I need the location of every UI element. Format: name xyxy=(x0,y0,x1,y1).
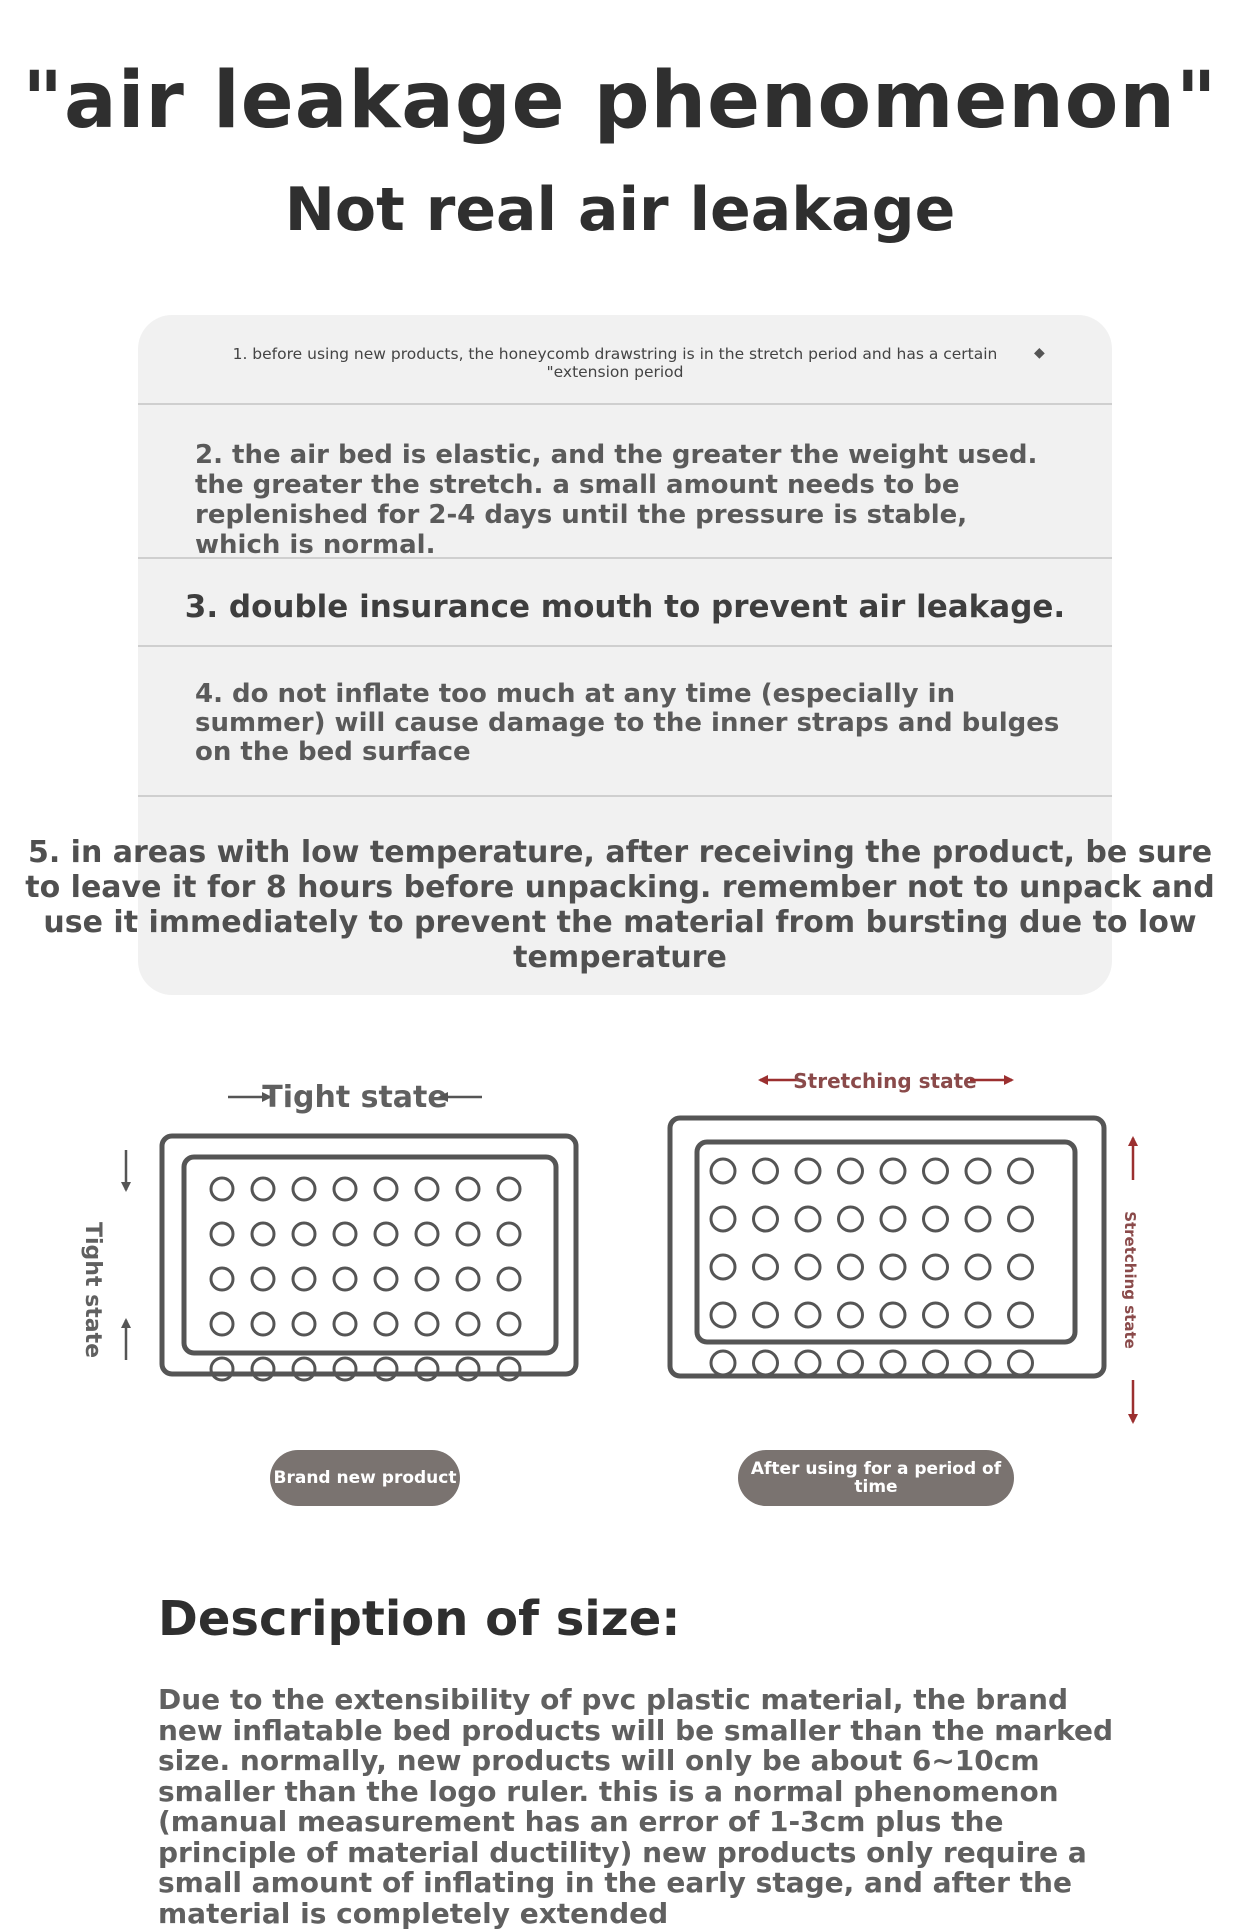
air-cell-circle xyxy=(924,1159,948,1183)
tight-state-diagram xyxy=(126,1080,576,1380)
air-cell-circle xyxy=(711,1351,735,1375)
air-cell-circle xyxy=(966,1303,990,1327)
page-subtitle: Not real air leakage xyxy=(284,175,956,245)
air-cell-circle xyxy=(839,1159,863,1183)
air-cell-circle xyxy=(334,1223,356,1245)
air-cell-circle xyxy=(334,1358,356,1380)
page-title: "air leakage phenomenon" xyxy=(22,56,1218,146)
after-use-badge: After using for a period of time xyxy=(738,1450,1014,1506)
air-cell-circle xyxy=(498,1313,520,1335)
air-cell-circle xyxy=(375,1268,397,1290)
air-cell-circle xyxy=(839,1207,863,1231)
air-cell-circle xyxy=(252,1358,274,1380)
air-cell-circle xyxy=(416,1313,438,1335)
note-5: 5. in areas with low temperature, after receiving the product, be sure to leave it for 8 hours before unpacking. remember not to unpack and use it immediately to prevent the material from bursting due to low temperature xyxy=(25,835,1215,975)
air-cell-circle xyxy=(711,1255,735,1279)
air-cell-circle xyxy=(252,1313,274,1335)
air-cell-circle xyxy=(1009,1159,1033,1183)
mattress-outer xyxy=(670,1118,1104,1376)
mattress-inner xyxy=(184,1157,556,1353)
air-cell-circle xyxy=(881,1255,905,1279)
air-cell-circle xyxy=(293,1223,315,1245)
air-cell-circle xyxy=(754,1351,778,1375)
air-cell-circle xyxy=(457,1223,479,1245)
air-cell-circle xyxy=(334,1178,356,1200)
air-cell-circle xyxy=(881,1207,905,1231)
air-cell-circle xyxy=(252,1223,274,1245)
air-cell-circle xyxy=(416,1358,438,1380)
air-cell-circle xyxy=(711,1207,735,1231)
air-cell-circle xyxy=(1009,1351,1033,1375)
air-cell-circle xyxy=(924,1303,948,1327)
air-cell-circle xyxy=(711,1159,735,1183)
air-cell-circle xyxy=(416,1223,438,1245)
air-cell-circle xyxy=(1009,1303,1033,1327)
air-cell-circle xyxy=(498,1358,520,1380)
air-cell-circle xyxy=(375,1223,397,1245)
air-cell-circle xyxy=(211,1178,233,1200)
air-cell-circle xyxy=(796,1159,820,1183)
air-cell-circle xyxy=(754,1207,778,1231)
tight-top-label: Tight state xyxy=(262,1080,448,1115)
size-description: Due to the extensibility of pvc plastic material, the brand new inflatable bed products will be smaller than the marked size. normally, new products will only be about 6~10cm smaller than the logo ruler. this is a normal phenomenon (manual measurement has an error of 1-3cm plus the principle of material ductility) new products only require a small amount of inflating in the early stage, and after the material is completely extended xyxy=(158,1683,1114,1930)
air-cell-circle xyxy=(252,1178,274,1200)
air-cell-circle xyxy=(966,1255,990,1279)
air-cell-circle xyxy=(416,1178,438,1200)
air-cell-circle xyxy=(293,1268,315,1290)
air-cell-circle xyxy=(334,1268,356,1290)
air-cell-circle xyxy=(375,1178,397,1200)
air-cell-circle xyxy=(211,1268,233,1290)
air-cell-circle xyxy=(881,1159,905,1183)
size-heading: Description of size: xyxy=(158,1591,681,1647)
air-cell-circle xyxy=(375,1313,397,1335)
note-3: 3. double insurance mouth to prevent air leakage. xyxy=(184,589,1066,625)
air-cell-circle xyxy=(457,1358,479,1380)
divider xyxy=(138,403,1112,405)
honeycomb-dots xyxy=(211,1178,520,1380)
air-cell-circle xyxy=(754,1255,778,1279)
brand-new-product-badge: Brand new product xyxy=(270,1450,460,1506)
stretch-top-label: Stretching state xyxy=(793,1069,977,1093)
stretch-side-label: Stretching state xyxy=(1121,1211,1139,1349)
air-cell-circle xyxy=(211,1313,233,1335)
air-cell-circle xyxy=(293,1358,315,1380)
air-cell-circle xyxy=(375,1358,397,1380)
air-cell-circle xyxy=(1009,1255,1033,1279)
air-cell-circle xyxy=(881,1303,905,1327)
air-cell-circle xyxy=(796,1303,820,1327)
state-diagrams xyxy=(0,1040,1240,1440)
air-cell-circle xyxy=(966,1207,990,1231)
air-cell-circle xyxy=(924,1351,948,1375)
note-2: 2. the air bed is elastic, and the greater the weight used. the greater the stretch. a small amount needs to be replenished for 2-4 days until the pressure is stable, which is normal. xyxy=(195,440,1038,560)
air-cell-circle xyxy=(966,1159,990,1183)
air-cell-circle xyxy=(416,1268,438,1290)
air-cell-circle xyxy=(796,1351,820,1375)
air-cell-circle xyxy=(1009,1207,1033,1231)
air-cell-circle xyxy=(839,1351,863,1375)
air-cell-circle xyxy=(457,1178,479,1200)
air-cell-circle xyxy=(839,1303,863,1327)
divider xyxy=(138,795,1112,797)
divider xyxy=(138,645,1112,647)
air-cell-circle xyxy=(881,1351,905,1375)
air-cell-circle xyxy=(796,1207,820,1231)
tight-side-label: Tight state xyxy=(80,1221,105,1359)
note-4: 4. do not inflate too much at any time (especially in summer) will cause damage to the inner straps and bulges on the bed surface xyxy=(195,679,1060,767)
air-cell-circle xyxy=(924,1255,948,1279)
air-cell-circle xyxy=(498,1268,520,1290)
pin-icon: ◆ xyxy=(1034,345,1045,361)
air-cell-circle xyxy=(211,1358,233,1380)
air-cell-circle xyxy=(252,1268,274,1290)
air-cell-circle xyxy=(796,1255,820,1279)
note-1: 1. before using new products, the honeycomb drawstring is in the stretch period and has a certain "extension period xyxy=(232,345,998,381)
air-cell-circle xyxy=(457,1313,479,1335)
air-cell-circle xyxy=(334,1313,356,1335)
air-cell-circle xyxy=(754,1303,778,1327)
air-cell-circle xyxy=(293,1313,315,1335)
air-cell-circle xyxy=(498,1223,520,1245)
air-cell-circle xyxy=(754,1159,778,1183)
air-cell-circle xyxy=(966,1351,990,1375)
air-cell-circle xyxy=(924,1207,948,1231)
air-cell-circle xyxy=(839,1255,863,1279)
mattress-outer xyxy=(162,1136,576,1374)
air-cell-circle xyxy=(293,1178,315,1200)
air-cell-circle xyxy=(457,1268,479,1290)
stretching-state-diagram xyxy=(670,1069,1139,1422)
air-cell-circle xyxy=(711,1303,735,1327)
air-cell-circle xyxy=(498,1178,520,1200)
air-cell-circle xyxy=(211,1223,233,1245)
